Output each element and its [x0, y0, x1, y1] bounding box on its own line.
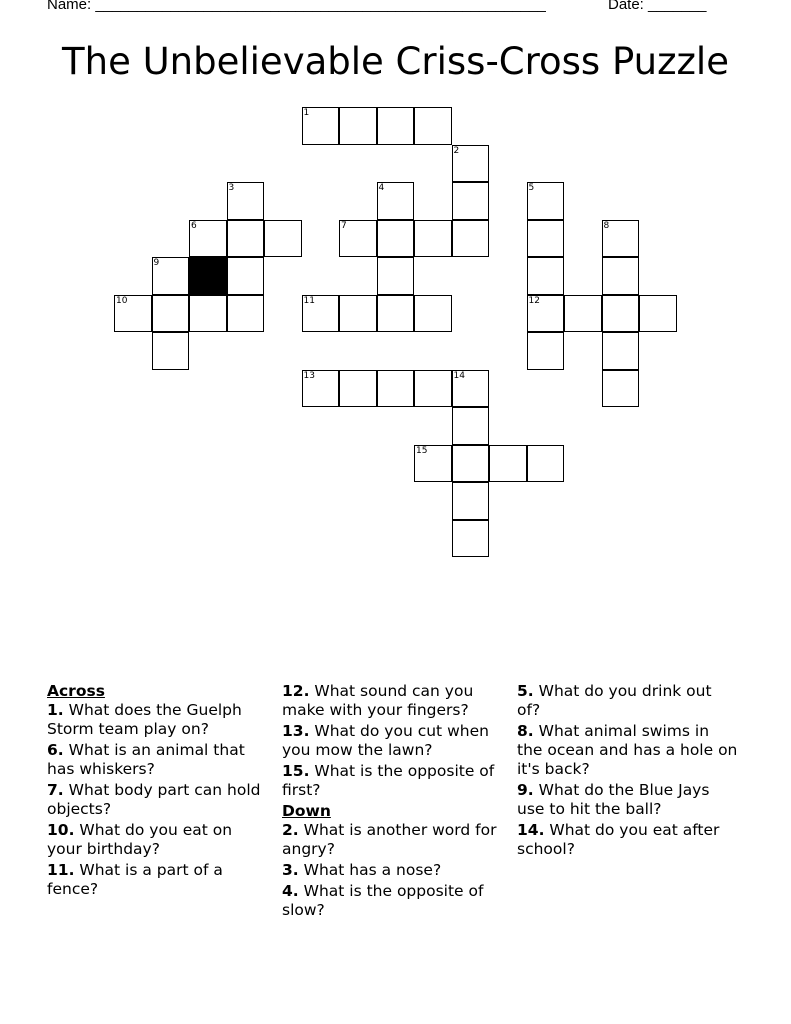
grid-cell[interactable]: [227, 220, 265, 258]
grid-cell[interactable]: [227, 257, 265, 295]
clue-down-14: [517, 821, 739, 859]
grid-cell[interactable]: [527, 295, 565, 333]
clue-across-12: [282, 682, 504, 720]
grid-cell[interactable]: [452, 482, 490, 520]
clue-number: 13.: [282, 722, 310, 740]
cell-number: 7: [341, 220, 347, 231]
clue-number: 6.: [47, 741, 64, 759]
puzzle-title: The Unbelievable Criss-Cross Puzzle: [62, 40, 729, 83]
grid-cell[interactable]: [452, 145, 490, 183]
grid-cell[interactable]: [339, 107, 377, 145]
grid-cell[interactable]: [377, 370, 415, 408]
date-field: Date: _______: [608, 0, 707, 13]
clue-number: 12.: [282, 682, 310, 700]
grid-cell[interactable]: [452, 220, 490, 258]
grid-cell[interactable]: [602, 370, 640, 408]
clue-text: What do you eat after school?: [517, 821, 720, 858]
grid-cell[interactable]: [414, 445, 452, 483]
clue-text: What animal swims in the ocean and has a hole on it's back?: [517, 722, 738, 778]
clue-column-2: [282, 682, 504, 922]
cell-number: 10: [116, 295, 128, 306]
clue-across-7: [47, 781, 269, 819]
grid-cell[interactable]: [414, 295, 452, 333]
clue-number: 4.: [282, 882, 299, 900]
grid-cell[interactable]: [452, 520, 490, 558]
grid-cell[interactable]: [152, 332, 190, 370]
grid-cell[interactable]: [452, 407, 490, 445]
cell-number: 6: [191, 220, 197, 231]
clue-down-9: [517, 781, 739, 819]
clue-down-3: [282, 861, 504, 880]
clue-text: What does the Guelph Storm team play on?: [47, 701, 242, 738]
clue-number: 10.: [47, 821, 75, 839]
grid-cell[interactable]: [377, 257, 415, 295]
cell-number: 2: [453, 145, 460, 156]
clue-number: 3.: [282, 861, 299, 879]
grid-cell[interactable]: [189, 295, 227, 333]
across-heading: Across: [47, 682, 105, 700]
grid-cell[interactable]: [564, 295, 602, 333]
clue-text: What do you cut when you mow the lawn?: [282, 722, 489, 759]
clue-text: What is the opposite of slow?: [282, 882, 484, 919]
clue-number: 9.: [517, 781, 534, 799]
clue-text: What do the Blue Jays use to hit the ball?: [517, 781, 710, 818]
clue-number: 14.: [517, 821, 545, 839]
cell-number: 13: [303, 370, 315, 381]
grid-cell[interactable]: [377, 295, 415, 333]
clue-column-3: [517, 682, 739, 861]
grid-cell[interactable]: [639, 295, 677, 333]
clue-number: 1.: [47, 701, 64, 719]
clue-text: What body part can hold objects?: [47, 781, 261, 818]
clue-across-6: [47, 741, 269, 779]
grid-cell[interactable]: [602, 220, 640, 258]
grid-cell[interactable]: [302, 107, 340, 145]
grid-cell[interactable]: [527, 220, 565, 258]
grid-cell[interactable]: [414, 370, 452, 408]
clue-across-10: [47, 821, 269, 859]
clue-across-13: [282, 722, 504, 760]
grid-cell[interactable]: [339, 370, 377, 408]
grid-cell[interactable]: [264, 220, 302, 258]
clue-down-4: [282, 882, 504, 920]
down-heading: Down: [282, 802, 331, 820]
grid-cell[interactable]: [377, 107, 415, 145]
grid-cell[interactable]: [152, 257, 190, 295]
cell-number: 12: [528, 295, 540, 306]
cell-number: 8: [603, 220, 610, 231]
clue-across-11: [47, 861, 269, 899]
clue-across-15: [282, 762, 504, 800]
clue-text: What do you drink out of?: [517, 682, 712, 719]
clue-text: What do you eat on your birthday?: [47, 821, 233, 858]
grid-cell[interactable]: [377, 182, 415, 220]
grid-cell[interactable]: [602, 332, 640, 370]
grid-cell[interactable]: [152, 295, 190, 333]
grid-cell[interactable]: [602, 257, 640, 295]
clue-down-8: [517, 722, 739, 779]
clue-number: 7.: [47, 781, 64, 799]
grid-cell[interactable]: [414, 220, 452, 258]
grid-cell[interactable]: [489, 445, 527, 483]
grid-cell[interactable]: [452, 182, 490, 220]
clue-number: 2.: [282, 821, 299, 839]
cell-number: 5: [528, 183, 535, 193]
grid-cell[interactable]: [302, 295, 340, 333]
grid-cell[interactable]: [527, 182, 565, 220]
grid-cell[interactable]: [227, 182, 265, 220]
clue-number: 15.: [282, 762, 310, 780]
clue-down-5: [517, 682, 739, 720]
clue-text: What has a nose?: [303, 861, 442, 879]
grid-cell[interactable]: [302, 370, 340, 408]
clue-text: What sound can you make with your fingers?: [282, 682, 474, 719]
clue-column-1: [47, 682, 269, 901]
grid-cell[interactable]: [452, 370, 490, 408]
clue-text: What is the opposite of first?: [282, 762, 495, 799]
grid-cell[interactable]: [339, 220, 377, 258]
clue-text: What is an animal that has whiskers?: [47, 741, 245, 778]
black-cell: [189, 257, 227, 295]
grid-cell[interactable]: [377, 220, 415, 258]
clue-number: 11.: [47, 861, 75, 879]
cell-number: 3: [228, 183, 235, 193]
clue-across-1: [47, 701, 269, 739]
cell-number: 1: [303, 108, 310, 118]
cell-number: 4: [378, 183, 385, 193]
clue-number: 8.: [517, 722, 534, 740]
grid-cell[interactable]: [452, 445, 490, 483]
clue-text: What is a part of a fence?: [47, 861, 223, 898]
grid-cell[interactable]: [527, 257, 565, 295]
cell-number: 11: [303, 295, 315, 306]
cell-number: 15: [416, 445, 428, 456]
grid-cell[interactable]: [339, 295, 377, 333]
grid-cell[interactable]: [114, 295, 152, 333]
grid-cell[interactable]: [527, 332, 565, 370]
grid-cell[interactable]: [527, 445, 565, 483]
clue-number: 5.: [517, 682, 534, 700]
grid-cell[interactable]: [227, 295, 265, 333]
grid-cell[interactable]: [189, 220, 227, 258]
name-field: Name: ______________________________________________________: [47, 0, 546, 13]
cell-number: 9: [153, 258, 160, 268]
clue-down-2: [282, 821, 504, 859]
cell-number: 14: [453, 370, 465, 381]
clue-text: What is another word for angry?: [282, 821, 497, 858]
grid-cell[interactable]: [414, 107, 452, 145]
grid-cell[interactable]: [602, 295, 640, 333]
